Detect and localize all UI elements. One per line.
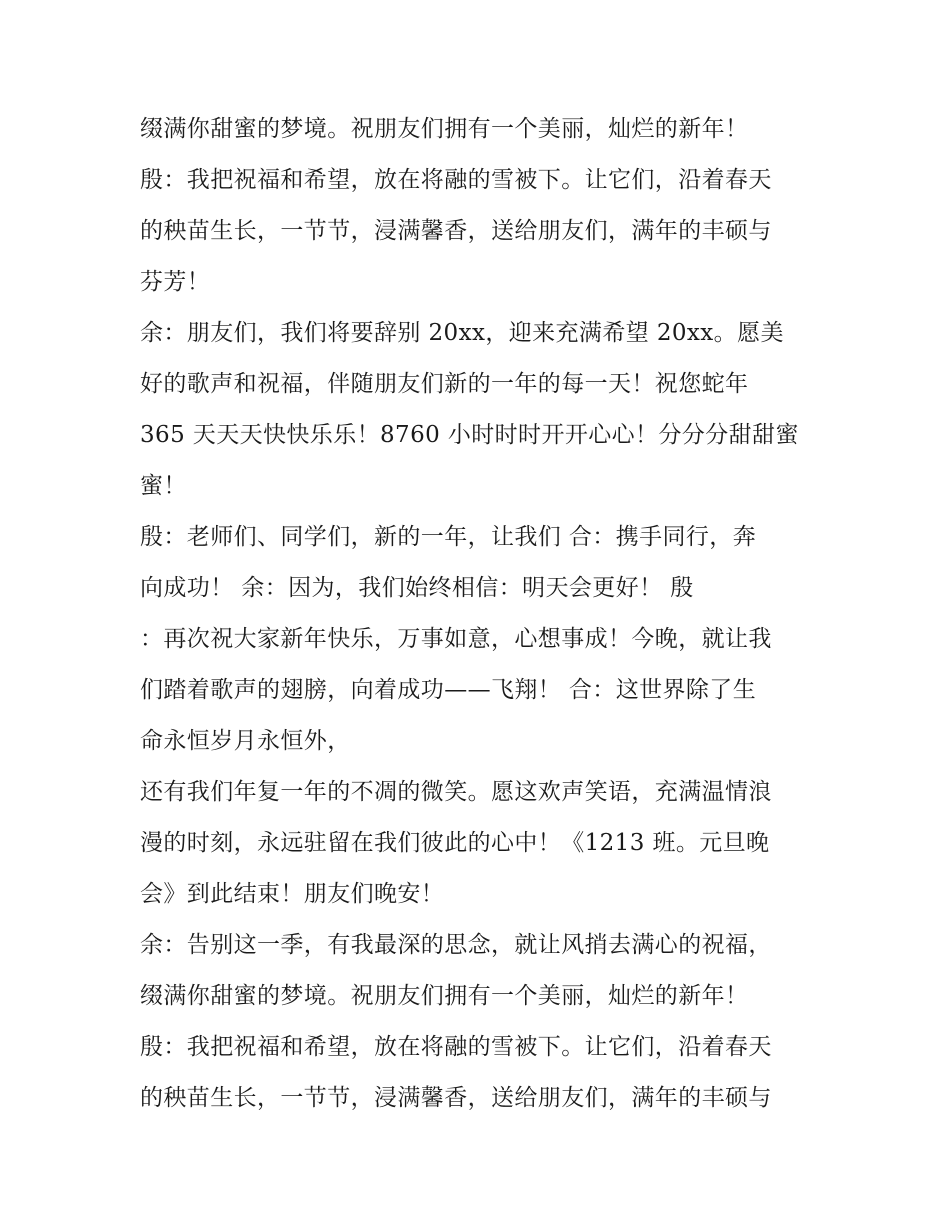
text-line-3: 的秧苗生长，一节节，浸满馨香，送给朋友们，满年的丰硕与 [140, 218, 772, 244]
text-line-16: 会》到此结束！朋友们晚安！ [140, 881, 445, 907]
text-line-14: 还有我们年复一年的不凋的微笑。愿这欢声笑语，充满温情浪 [140, 779, 772, 805]
text-line-15: 漫的时刻，永远驻留在我们彼此的心中！《1213 班。元旦晚 [140, 830, 770, 856]
text-line-18: 缀满你甜蜜的梦境。祝朋友们拥有一个美丽，灿烂的新年！ [140, 983, 749, 1009]
text-line-17: 余：告别这一季，有我最深的思念，就让风捎去满心的祝福， [140, 932, 772, 958]
text-line-1: 缀满你甜蜜的梦境。祝朋友们拥有一个美丽，灿烂的新年！ [140, 116, 749, 142]
text-line-8: 蜜！ [140, 473, 187, 499]
body-text [140, 104, 830, 1124]
text-line-9: 殷：老师们、同学们，新的一年，让我们 合：携手同行，奔 [140, 524, 757, 550]
text-line-6: 好的歌声和祝福，伴随朋友们新的一年的每一天！祝您蛇年 [140, 371, 749, 397]
text-line-7: 365 天天天快快乐乐！8760 小时时时开开心心！分分分甜甜蜜 [140, 422, 799, 448]
text-line-13: 命永恒岁月永恒外， [140, 728, 351, 754]
text-line-5: 余：朋友们，我们将要辞别 20xx，迎来充满希望 20xx。愿美 [140, 320, 784, 346]
text-line-20: 的秧苗生长，一节节，浸满馨香，送给朋友们，满年的丰硕与 [140, 1085, 772, 1111]
text-line-4: 芬芳！ [140, 269, 211, 295]
text-line-12: 们踏着歌声的翅膀，向着成功——飞翔！ 合：这世界除了生 [140, 677, 757, 703]
text-line-10: 向成功！ 余：因为，我们始终相信：明天会更好！ 殷 [140, 575, 694, 601]
text-line-2: 殷：我把祝福和希望，放在将融的雪被下。让它们，沿着春天 [140, 167, 772, 193]
text-line-11: ：再次祝大家新年快乐，万事如意，心想事成！今晚，就让我 [140, 626, 772, 652]
text-line-19: 殷：我把祝福和希望，放在将融的雪被下。让它们，沿着春天 [140, 1034, 772, 1060]
